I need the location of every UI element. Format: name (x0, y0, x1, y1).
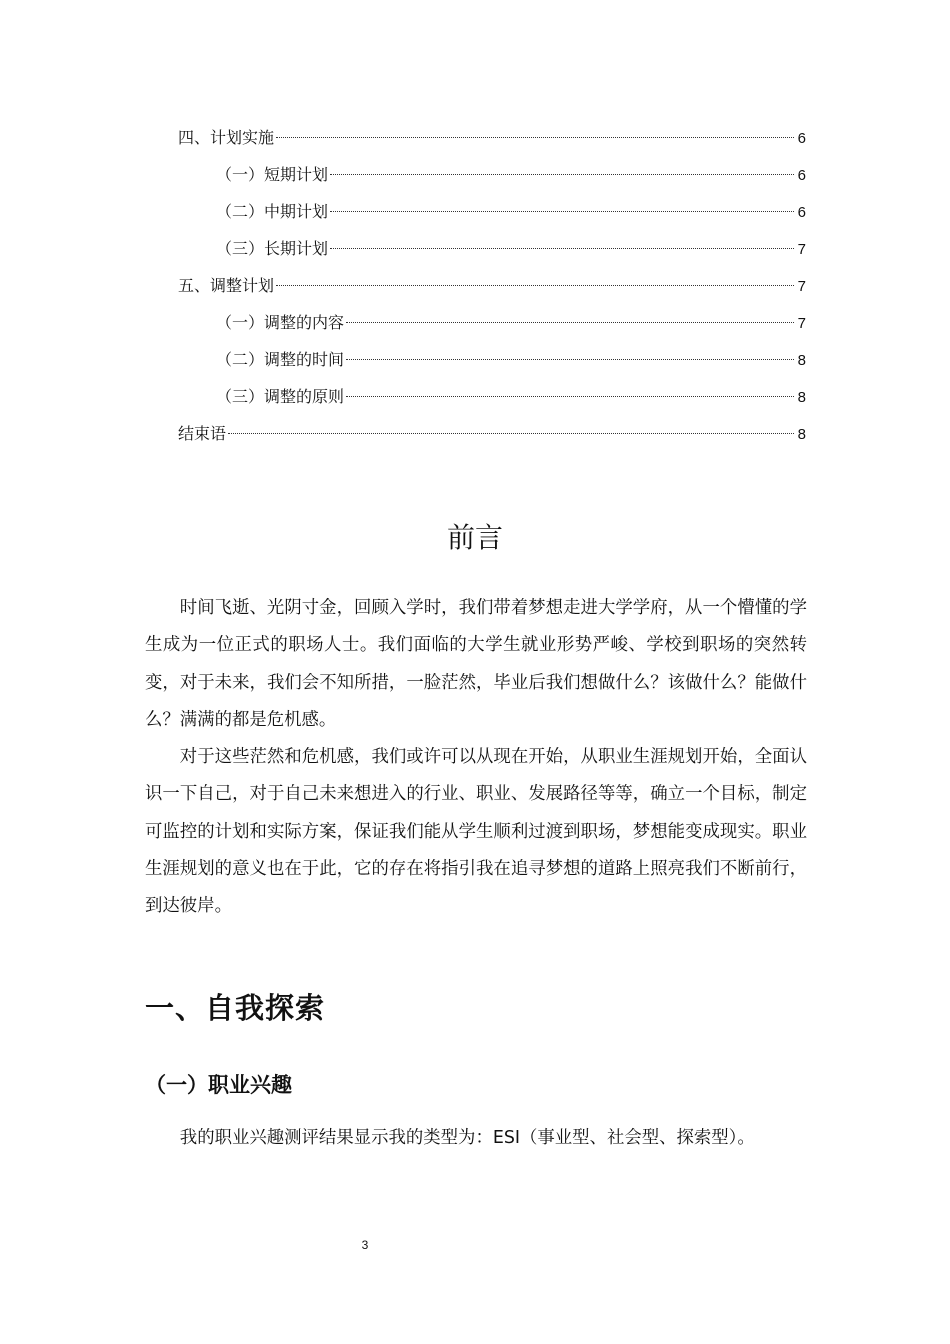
toc-entry-page: 8 (797, 389, 806, 406)
page-number: 3 (361, 1238, 369, 1252)
toc-entry-page: 7 (797, 278, 806, 295)
toc-entry-label: 四、计划实施 (178, 128, 275, 147)
subsection-heading: （一）职业兴趣 (145, 1073, 292, 1097)
toc-entry[interactable] (178, 420, 806, 457)
toc-dot-leader (228, 433, 794, 434)
preface-body (145, 590, 807, 926)
toc-dot-leader (346, 396, 794, 397)
toc-dot-leader (346, 322, 794, 323)
toc-entry-page: 7 (797, 315, 806, 332)
toc-entry[interactable] (178, 272, 806, 309)
toc-entry[interactable] (178, 346, 806, 383)
toc-entry[interactable] (178, 309, 806, 346)
toc-entry[interactable] (178, 383, 806, 420)
toc-entry-label: （三）调整的原则 (216, 387, 345, 406)
toc-dot-leader (276, 137, 794, 138)
toc-entry-page: 6 (797, 167, 806, 184)
toc-entry-label: （二）调整的时间 (216, 350, 345, 369)
toc-entry-page: 7 (797, 241, 806, 258)
toc-dot-leader (346, 359, 794, 360)
toc-entry-page: 6 (797, 130, 806, 147)
toc-entry[interactable] (178, 198, 806, 235)
toc-dot-leader (330, 174, 794, 175)
toc-entry-page: 8 (797, 426, 806, 443)
toc-entry-label: 五、调整计划 (178, 276, 275, 295)
toc-dot-leader (330, 211, 794, 212)
toc-dot-leader (330, 248, 794, 249)
toc-entry-label: （三）长期计划 (216, 239, 329, 258)
toc-entry[interactable] (178, 124, 806, 161)
toc-entry-label: （二）中期计划 (216, 202, 329, 221)
toc-entry[interactable] (178, 161, 806, 198)
toc-entry-label: （一）短期计划 (216, 165, 329, 184)
toc-entry-label: （一）调整的内容 (216, 313, 345, 332)
preface-paragraph: 对于这些茫然和危机感，我们或许可以从现在开始，从职业生涯规划开始，全面认识一下自己，对于自己未来想进入的行业、职业、发展路径等等，确立一个目标，制定可监控的计划和实际方案，保证我们能从学生顺利过渡到职场，梦想能变成现实。职业生涯规划的意义也在于此，它的存在将指引我在追寻梦想的道路上照亮我们不断前行，到达彼岸。 (145, 747, 807, 917)
section-heading: 一、自我探索 (145, 991, 326, 1025)
table-of-contents (178, 124, 806, 457)
toc-entry-page: 6 (797, 204, 806, 221)
toc-entry-label: 结束语 (178, 424, 227, 443)
body-paragraph: 我的职业兴趣测评结果显示我的类型为：ESI（事业型、社会型、探索型）。 (179, 1128, 755, 1148)
preface-title: 前言 (446, 521, 503, 554)
toc-entry[interactable] (178, 235, 806, 272)
preface-paragraph: 时间飞逝、光阴寸金，回顾入学时，我们带着梦想走进大学学府，从一个懵懂的学生成为一位正式的职场人士。我们面临的大学生就业形势严峻、学校到职场的突然转变，对于未来，我们会不知所措，一脸茫然，毕业后我们想做什么？该做什么？能做什么？满满的都是危机感。 (145, 598, 807, 730)
toc-entry-page: 8 (797, 352, 806, 369)
toc-dot-leader (276, 285, 794, 286)
